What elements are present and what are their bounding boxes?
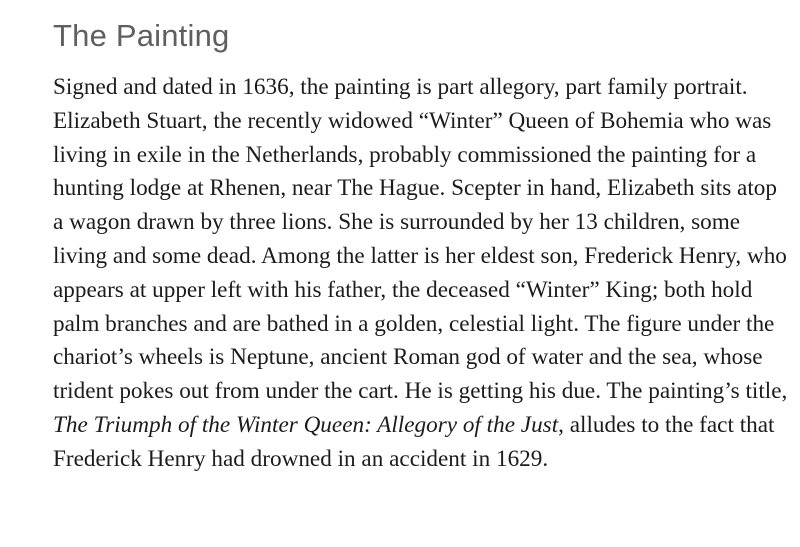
painting-title: The Triumph of the Winter Queen: Allegory of the Just bbox=[53, 411, 559, 438]
paragraph-text-before-title: Signed and dated in 1636, the painting is part allegory, part family portrait. Elizabeth Stuart, the recently widowed “Winter” Queen of Bohemia who was living in exile in the Netherlands, probably commissioned the painting for a hunting lodge at Rhenen, near The Hague. Scepter in hand, Elizabeth sits atop a wagon drawn by three lions. She is surrounded by her 13 children, some living and some dead. Among the latter is her eldest son, Frederick Henry, who appears at upper left with his father, the deceased “Winter” King; both hold palm branches and are bathed in a golden, celestial light. The figure under the chariot’s wheels is Neptune, ancient Roman god of water and the sea, whose trident pokes out from under the cart. He is getting his due. The painting’s title, bbox=[53, 74, 788, 405]
painting-section bbox=[53, 14, 793, 477]
section-heading: The Painting bbox=[53, 18, 230, 53]
paragraph-text-after-title: , alludes to the fact that Frederick Henry had drowned in an accident in 1629. bbox=[53, 411, 775, 472]
section-paragraph bbox=[53, 71, 793, 477]
